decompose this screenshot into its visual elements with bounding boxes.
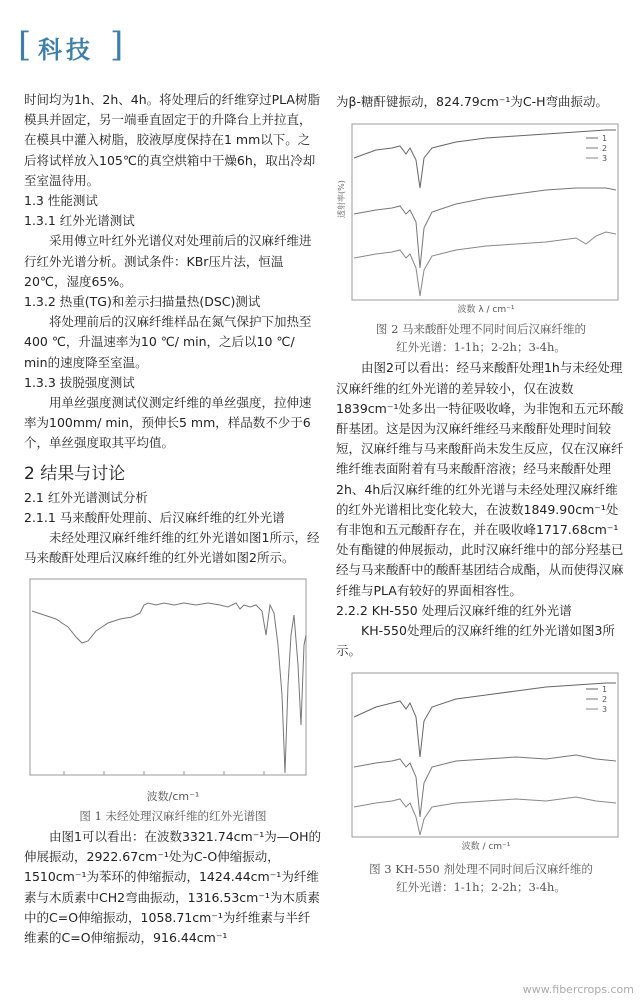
right-column [336,92,626,898]
figure-1-frame [30,579,306,775]
svg-text:2: 2 [602,144,608,154]
figure-2-caption-line-2: 红外光谱：1-1h；2-2h；3-4h。 [396,340,566,355]
figure-3-caption-line-1: 图 3 KH-550 剂处理不同时间后汉麻纤维的 [369,861,593,876]
figure-2-caption-line-1: 图 2 马来酸酐处理不同时间后汉麻纤维的 [375,322,587,337]
section-header [18,22,158,72]
paragraph-tg-dsc: 将处理前后的汉麻纤维样品在氮气保护下加热至400 ℃，升温速率为10 ℃/ min，之后以10 ℃/ min的速度降至室温。 [24,314,312,370]
bracket-close: ] [110,25,124,65]
paragraph-pullout: 用单丝强度测试仪测定纤维的单丝强度，拉伸速率为100mm/ min，预伸长5 mm，样品数不少于6个，单丝强度取其平均值。 [24,395,312,451]
heading-1-3-1: 1.3.1 红外光谱测试 [24,213,135,229]
figure-3 [336,667,626,895]
heading-1-3-3: 1.3.3 拔脱强度测试 [24,374,135,390]
paragraph-continuation: 为β-糖酐键振动，824.79cm⁻¹为C-H弯曲振动。 [336,94,609,109]
figure-3-curve-3 [354,797,616,835]
heading-2-1-1: 2.1.1 马来酸酐处理前、后汉麻纤维的红外光谱 [24,510,285,526]
figure-3-curve-2 [354,755,616,817]
figure-1-x-label: 波数/cm⁻¹ [146,789,200,803]
figure-3-x-label: 波数 / cm⁻¹ [461,842,511,853]
heading-2-1: 2.1 红外光谱测试分析 [24,489,148,505]
figure-2-x-label: 波数 λ / cm⁻¹ [457,305,515,315]
figure-2-y-label: 透射率(%) [337,180,346,219]
figure-1-caption: 图 1 未经处理汉麻纤维的红外光谱图 [79,809,267,824]
bracket-open: [ [18,25,32,65]
paragraph-fig2-analysis: 由图2可以看出：经马来酸酐处理1h与未经处理汉麻纤维的红外光谱的差异较小，仅在波数1839cm⁻¹处多出一特征吸收峰，为非饱和五元环酸酐基团。这是因为汉麻纤维经马来酸酐处理时间较短，汉麻纤维与马来酸酐尚未发生反应，仅在汉麻纤维纤维表面附着有马来酸酐溶液；经马来酸酐处理2h、4h后汉麻纤维的红外光谱与未经处理汉麻纤维的红外光谱相比变化较大，在波数1849.90cm⁻¹处有非饱和五元酸酐存在，并在吸收峰1717.68cm⁻¹处有酯键的伸展振动，此时汉麻纤维中的部分羟基已经与马来酸酐中的酸酐基团结合成酯，从而使得汉麻纤维与PLA有较好的界面相容性。 [336,360,624,598]
figure-1-curve [32,603,306,773]
figure-2-legend [586,134,607,163]
figure-3-spectrum [336,667,626,853]
heading-2: 2 结果与讨论 [24,463,126,484]
svg-text:3: 3 [602,705,608,715]
svg-text:2: 2 [602,695,608,705]
paragraph-ir-test: 采用傅立叶红外光谱仪对处理前后的汉麻纤维进行红外光谱分析。测试条件：KBr压片法，恒温20℃，湿度65%。 [24,233,312,289]
figure-3-caption-line-2: 红外光谱：1-1h；2-2h；3-4h。 [396,879,566,894]
figure-2-spectrum [336,118,626,314]
svg-text:3: 3 [602,154,608,164]
svg-text:1: 1 [602,134,608,144]
figure-2-curve-3 [354,232,616,296]
figure-2-curve-1 [354,130,616,188]
figure-1-ticks [64,771,264,775]
svg-text:1: 1 [602,685,608,695]
figure-1-spectrum [24,575,314,783]
figure-2-curve-2 [354,188,616,268]
paragraph-sample-prep: 时间均为1h、2h、4h。将处理后的纤维穿过PLA树脂模具并固定，另一端垂直固定于的升降台上并拉直，在模具中灌入树脂，胶液厚度保持在1 mm以下。之后将试样放入105℃的真空烘箱中干燥6h，取出冷却至室温待用。 [24,92,320,188]
paragraph-fig-intro: 未经处理汉麻纤维纤维的红外光谱如图1所示，经马来酸酐处理后汉麻纤维的红外光谱如图2所示。 [24,530,320,566]
left-column [24,90,322,948]
heading-1-3: 1.3 性能测试 [24,193,98,209]
heading-2-2-2: 2.2.2 KH-550 处理后汉麻纤维的红外光谱 [336,602,572,618]
section-tag: 科技 [38,36,94,64]
paragraph-fig3-intro: KH-550处理后的汉麻纤维的红外光谱如图3所示。 [336,623,615,659]
watermark: www.fibercrops.com [522,983,634,996]
figure-2-frame [352,124,618,300]
figure-3-legend [586,685,607,714]
heading-1-3-2: 1.3.2 热重(TG)和差示扫描量热(DSC)测试 [24,294,261,310]
figure-1 [24,575,322,825]
figure-3-curve-1 [354,683,616,757]
paragraph-fig1-analysis: 由图1可以看出：在波数3321.74cm⁻¹为—OH的伸展振动，2922.67cm⁻¹处为C-O伸缩振动，1510cm⁻¹为苯环的伸缩振动，1424.44cm⁻¹为纤维素与木质素中CH2弯曲振动，1316.53cm⁻¹为木质素中的C=O伸缩振动，1058.71cm⁻¹为纤维素与半纤维素的C=O伸缩振动，916.44cm⁻¹ [24,829,322,946]
figure-2 [336,118,626,356]
